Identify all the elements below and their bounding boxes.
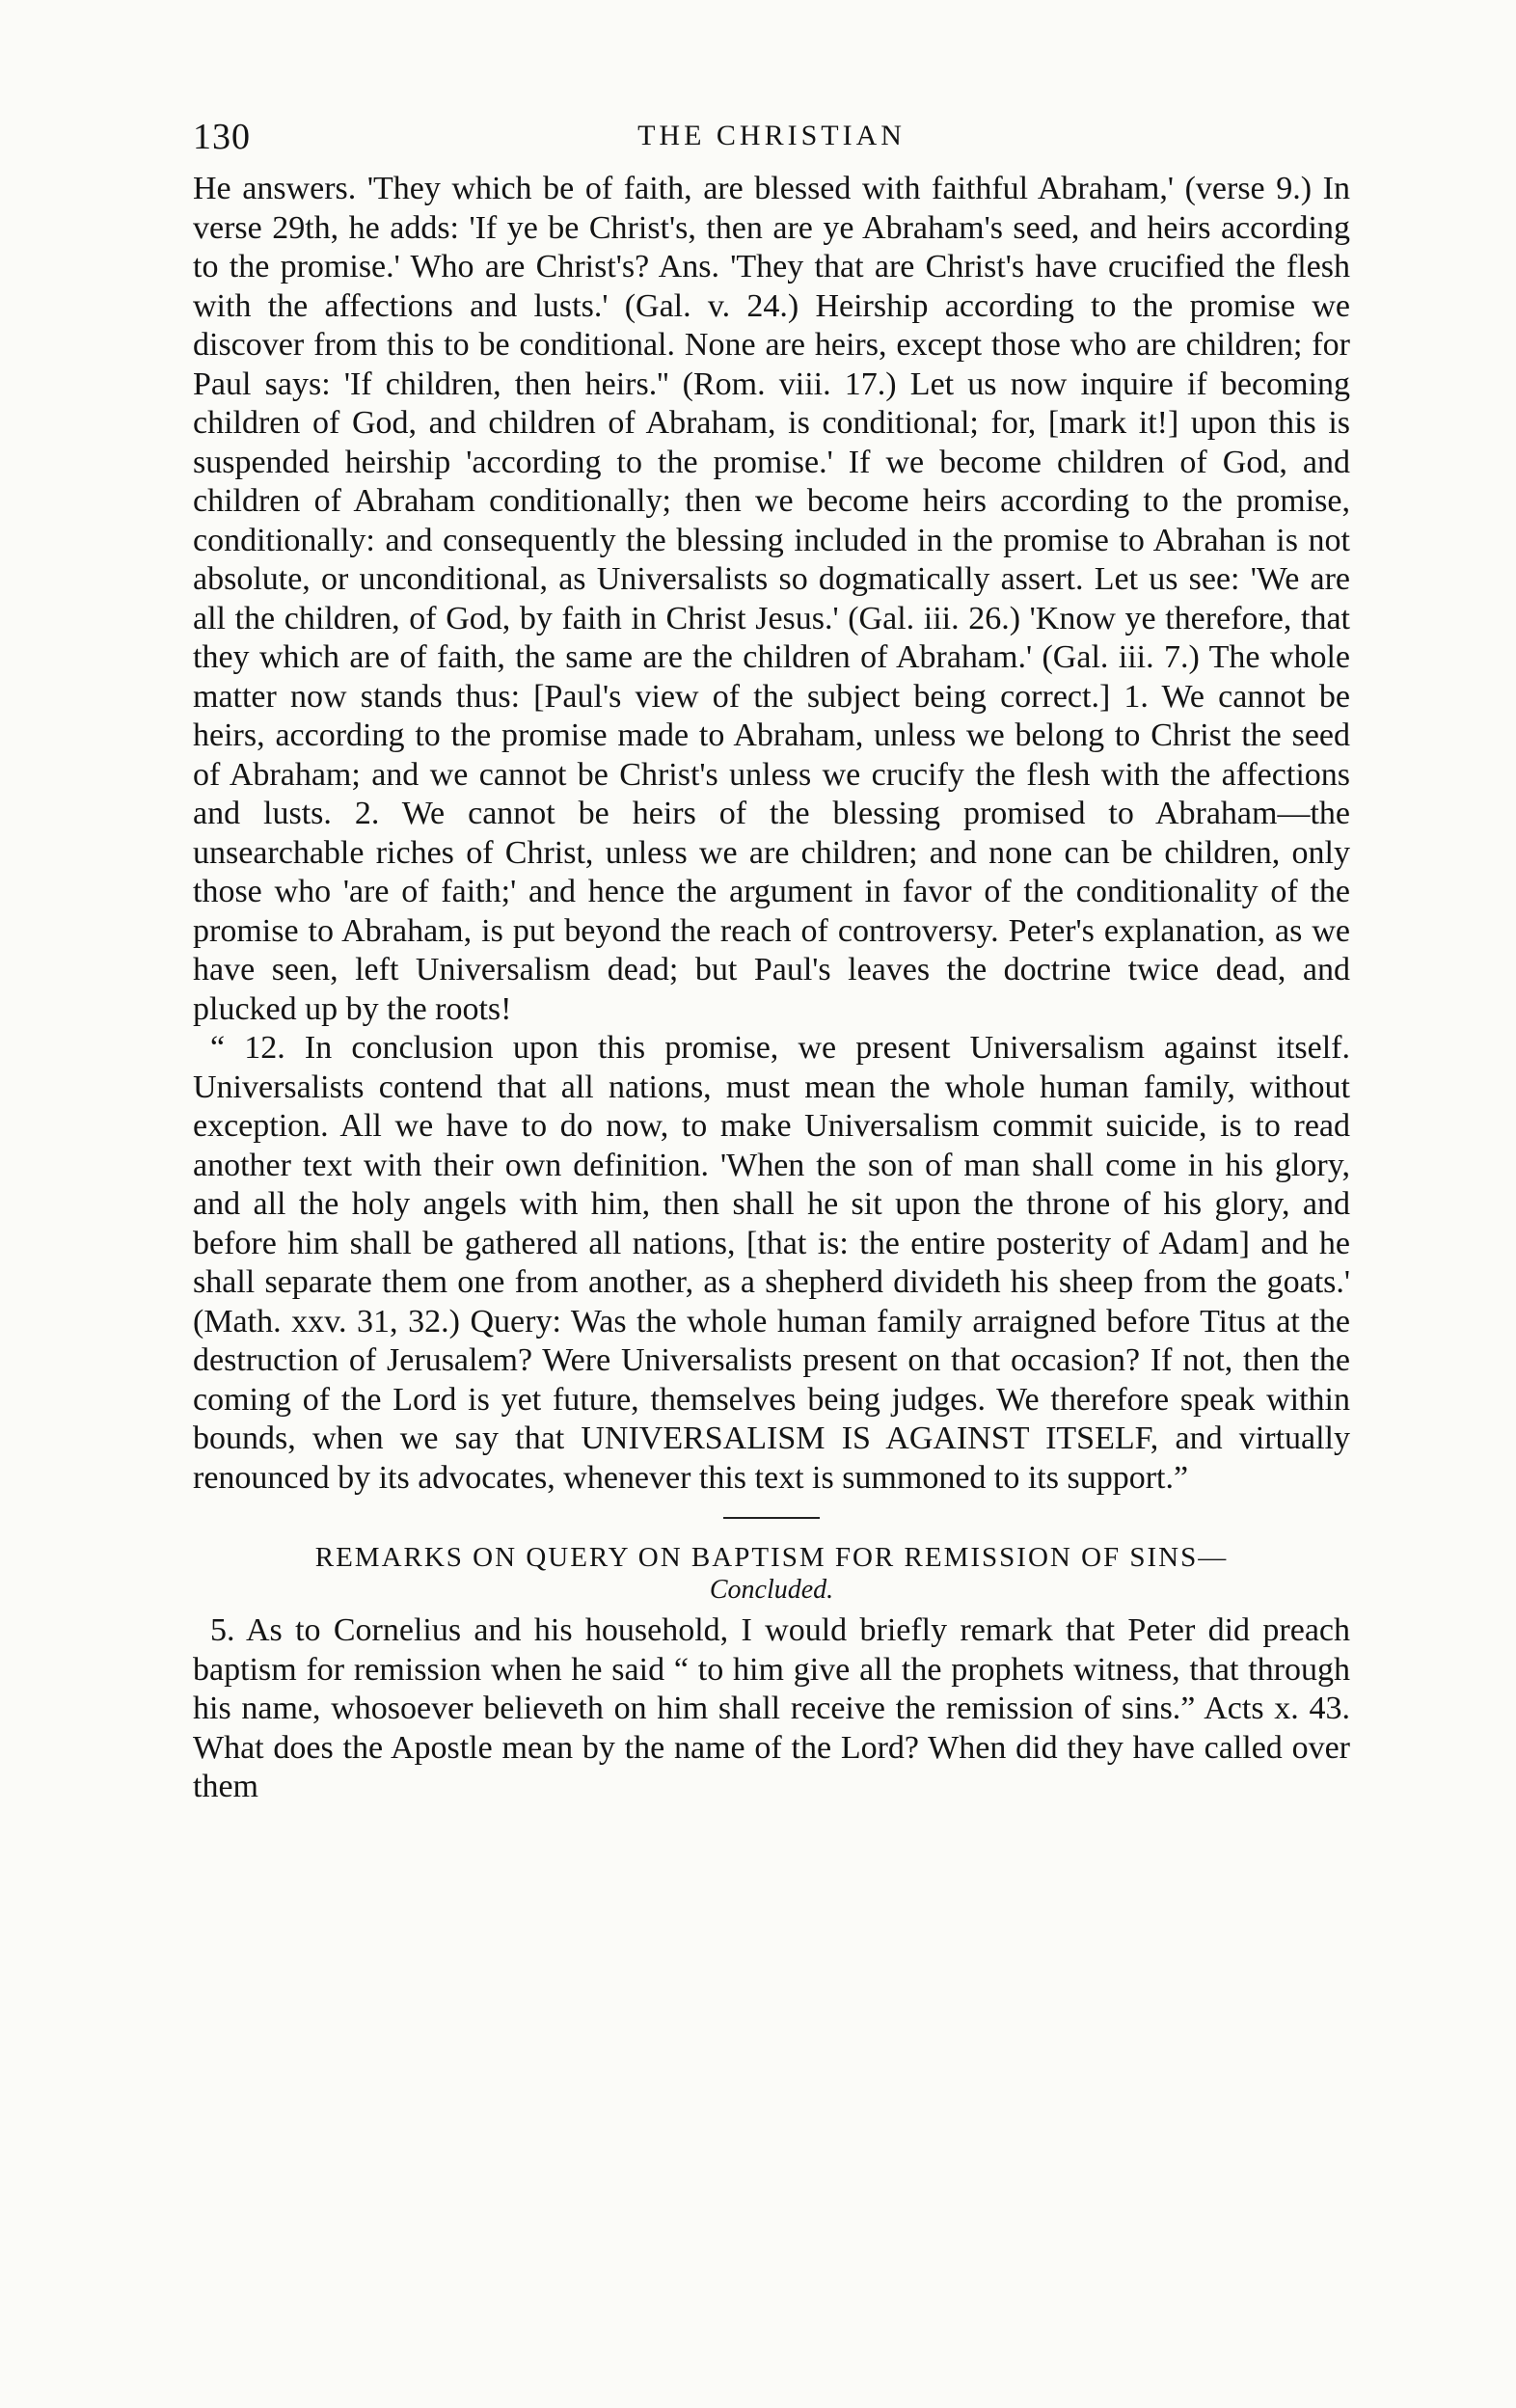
paragraph: “ 12. In conclusion upon this promise, we present Universalism against itself. Universalists contend that all nations, must mean the whole human family, without exception. All we have to do now, to make Universalism commit suicide, is to read another text with their own definition. 'When the son of man shall come in his glory, and all the holy angels with him, then shall he sit upon the throne of his glory, and before him shall be gathered all nations, [that is: the entire posterity of Adam] and he shall separate them one from another, as a shepherd divideth his sheep from the goats.' (Math. xxv. 31, 32.) Query: Was the whole human family arraigned before Titus at the destruction of Jerusalem? Were Universalists present on that occasion? If not, then the coming of the Lord is yet future, themselves being judges. We therefore speak within bounds, when we say that UNIVERSALISM IS AGAINST ITSELF, and virtually renounced by its advocates, whenever this text is summoned to its support.” [193,1030,1350,1496]
paragraph: 5. As to Cornelius and his household, I would briefly remark that Peter did preach baptism for remission when he said “ to him give all the prophets witness, that through his name, whosoever believeth on him shall receive the remission of sins.” Acts x. 43. What does the Apostle mean by the name of the Lord? When did they have called over them [193,1612,1350,1804]
paragraph: He answers. 'They which be of faith, are blessed with faithful Abraham,' (verse 9.) In verse 29th, he adds: 'If ye be Christ's, then are ye Abraham's seed, and heirs according to the promise.' Who are Christ's? Ans. 'They that are Christ's have crucified the flesh with the affections and lusts.' (Gal. v. 24.) Heirship according to the promise we discover from this to be conditional. None are heirs, except those who are children; for Paul says: 'If children, then heirs.'' (Rom. viii. 17.) Let us now inquire if becoming children of God, and children of Abraham, is conditional; for, [mark it!] upon this is suspended heirship 'according to the promise.' If we become children of God, and children of Abraham conditionally; then we become heirs according to the promise, conditionally: and consequently the blessing included in the promise to Abrahan is not absolute, or unconditional, as Universalists so dogmatically assert. Let us see: 'We are all the children, of God, by faith in Christ Jesus.' (Gal. iii. 26.) 'Know ye therefore, that they which are of faith, the same are the children of Abraham.' (Gal. iii. 7.) The whole matter now stands thus: [Paul's view of the subject being correct.] 1. We cannot be heirs, according to the promise made to Abraham, unless we belong to Christ the seed of Abraham; and we cannot be Christ's unless we crucify the flesh with the affections and lusts. 2. We cannot be heirs of the blessing promised to Abraham—the unsearchable riches of Christ, unless we are children; and none can be children, only those who 'are of faith;' and hence the argument in favor of the conditionality of the promise to Abraham, is put beyond the reach of controversy. Peter's explanation, as we have seen, left Universalism dead; but Paul's leaves the doctrine twice dead, and plucked up by the roots! [193,171,1350,1027]
running-title: THE CHRISTIAN [637,120,906,151]
section-subheading: Concluded. [709,1575,834,1605]
document-page [193,116,1350,1807]
section-body [193,1611,1350,1807]
section-divider [723,1517,820,1519]
page-header [193,116,1350,170]
body-text [193,170,1350,1498]
page-number: 130 [193,117,251,157]
section-heading: REMARKS ON QUERY ON BAPTISM FOR REMISSION OF SINS— [314,1542,1229,1573]
